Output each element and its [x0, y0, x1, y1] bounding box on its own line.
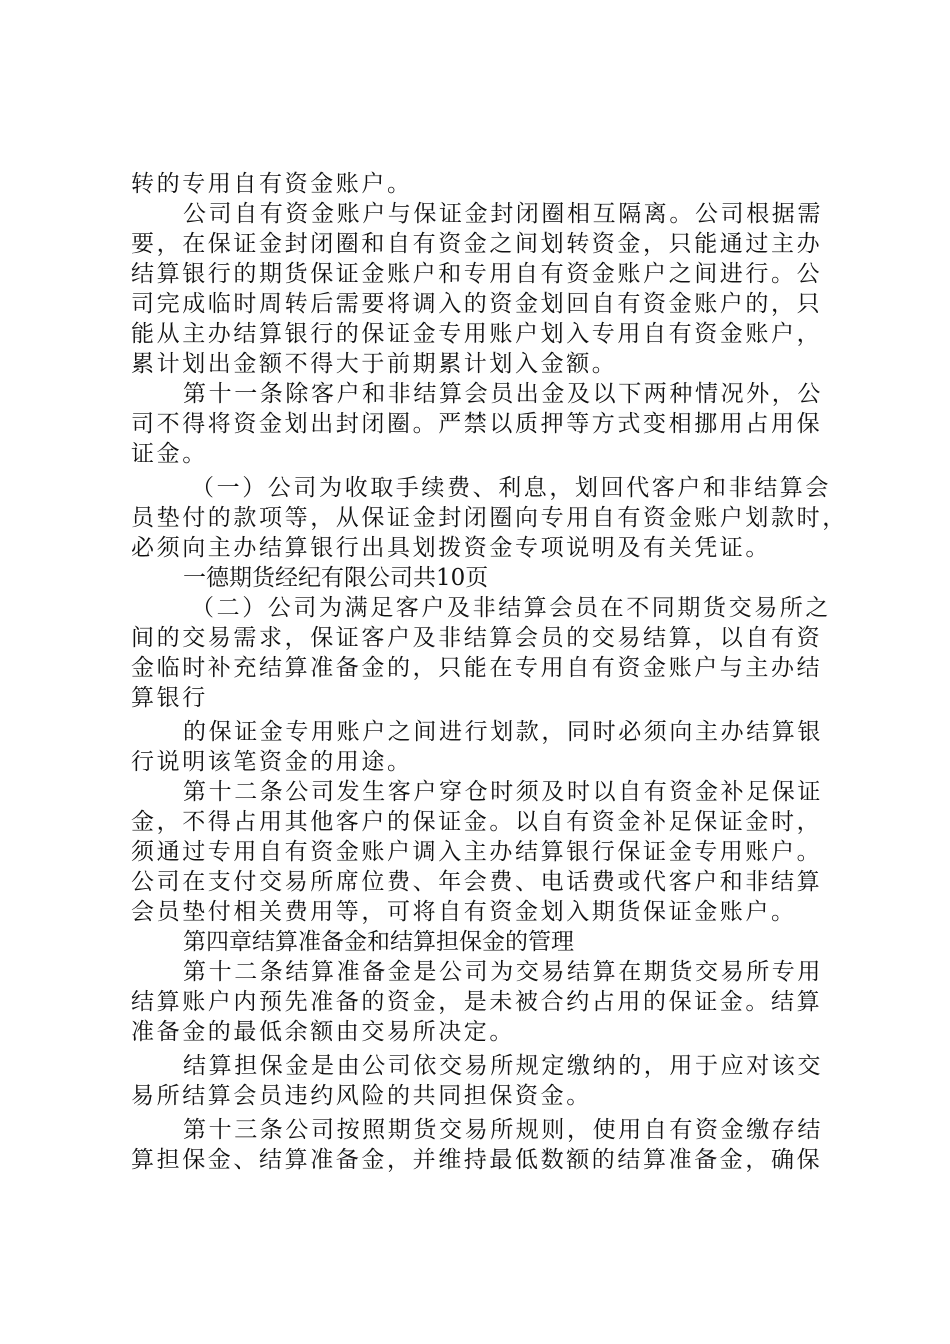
text-line: 第十一条除客户和非结算会员出金及以下两种情况外，公 — [183, 381, 823, 407]
document-body — [131, 170, 848, 1176]
text-line: 间的交易需求，保证客户及非结算会员的交易结算，以自有资 — [131, 625, 823, 651]
text-line: 易所结算会员违约风险的共同担保资金。 — [131, 1083, 592, 1109]
text-line: 能从主办结算银行的保证金专用账户划入专用自有资金账户， — [131, 321, 823, 347]
text-line: 算担保金、结算准备金，并维持最低数额的结算准备金，确保 — [131, 1147, 823, 1173]
text-line: 转的专用自有资金账户。 — [131, 171, 413, 197]
text-line: （一）公司为收取手续费、利息，划回代客户和非结算会 — [191, 475, 831, 501]
text-line: 必须向主办结算银行出具划拨资金专项说明及有关凭证。 — [131, 535, 771, 561]
chapter-heading: 第四章结算准备金和结算担保金的管理 — [183, 929, 574, 955]
text-line: 第十二条结算准备金是公司为交易结算在期货交易所专用 — [183, 959, 823, 985]
text-line: （二）公司为满足客户及非结算会员在不同期货交易所之 — [191, 595, 831, 621]
text-line: 结算账户内预先准备的资金，是未被合约占用的保证金。结算 — [131, 989, 823, 1015]
text-line: 司不得将资金划出封闭圈。严禁以质押等方式变相挪用占用保 — [131, 411, 823, 437]
text-line: 金，不得占用其他客户的保证金。以自有资金补足保证金时， — [131, 809, 823, 835]
page-footer-text: 一德期货经纪有限公司共10页 — [183, 565, 489, 591]
text-line: 算银行 — [131, 685, 208, 711]
text-line: 的保证金专用账户之间进行划款，同时必须向主办结算银 — [183, 719, 823, 745]
text-line: 第十三条公司按照期货交易所规则，使用自有资金缴存结 — [183, 1117, 823, 1143]
text-line: 结算担保金是由公司依交易所规定缴纳的，用于应对该交 — [183, 1053, 823, 1079]
text-line: 结算银行的期货保证金账户和专用自有资金账户之间进行。公 — [131, 261, 823, 287]
text-line: 累计划出金额不得大于前期累计划入金额。 — [131, 351, 618, 377]
text-line: 须通过专用自有资金账户调入主办结算银行保证金专用账户。 — [131, 839, 823, 865]
text-line: 证金。 — [131, 441, 208, 467]
text-line: 公司在支付交易所席位费、年会费、电话费或代客户和非结算 — [131, 869, 823, 895]
text-line: 行说明该笔资金的用途。 — [131, 749, 413, 775]
text-line: 金临时补充结算准备金的，只能在专用自有资金账户与主办结 — [131, 655, 823, 681]
text-line: 要，在保证金封闭圈和自有资金之间划转资金，只能通过主办 — [131, 231, 823, 257]
text-line: 准备金的最低余额由交易所决定。 — [131, 1019, 515, 1045]
text-line: 会员垫付相关费用等，可将自有资金划入期货保证金账户。 — [131, 899, 797, 925]
text-line: 公司自有资金账户与保证金封闭圈相互隔离。公司根据需 — [183, 201, 823, 227]
text-line: 员垫付的款项等，从保证金封闭圈向专用自有资金账户划款时， — [131, 505, 848, 531]
text-line: 司完成临时周转后需要将调入的资金划回自有资金账户的，只 — [131, 291, 823, 317]
text-line: 第十二条公司发生客户穿仓时须及时以自有资金补足保证 — [183, 779, 823, 805]
